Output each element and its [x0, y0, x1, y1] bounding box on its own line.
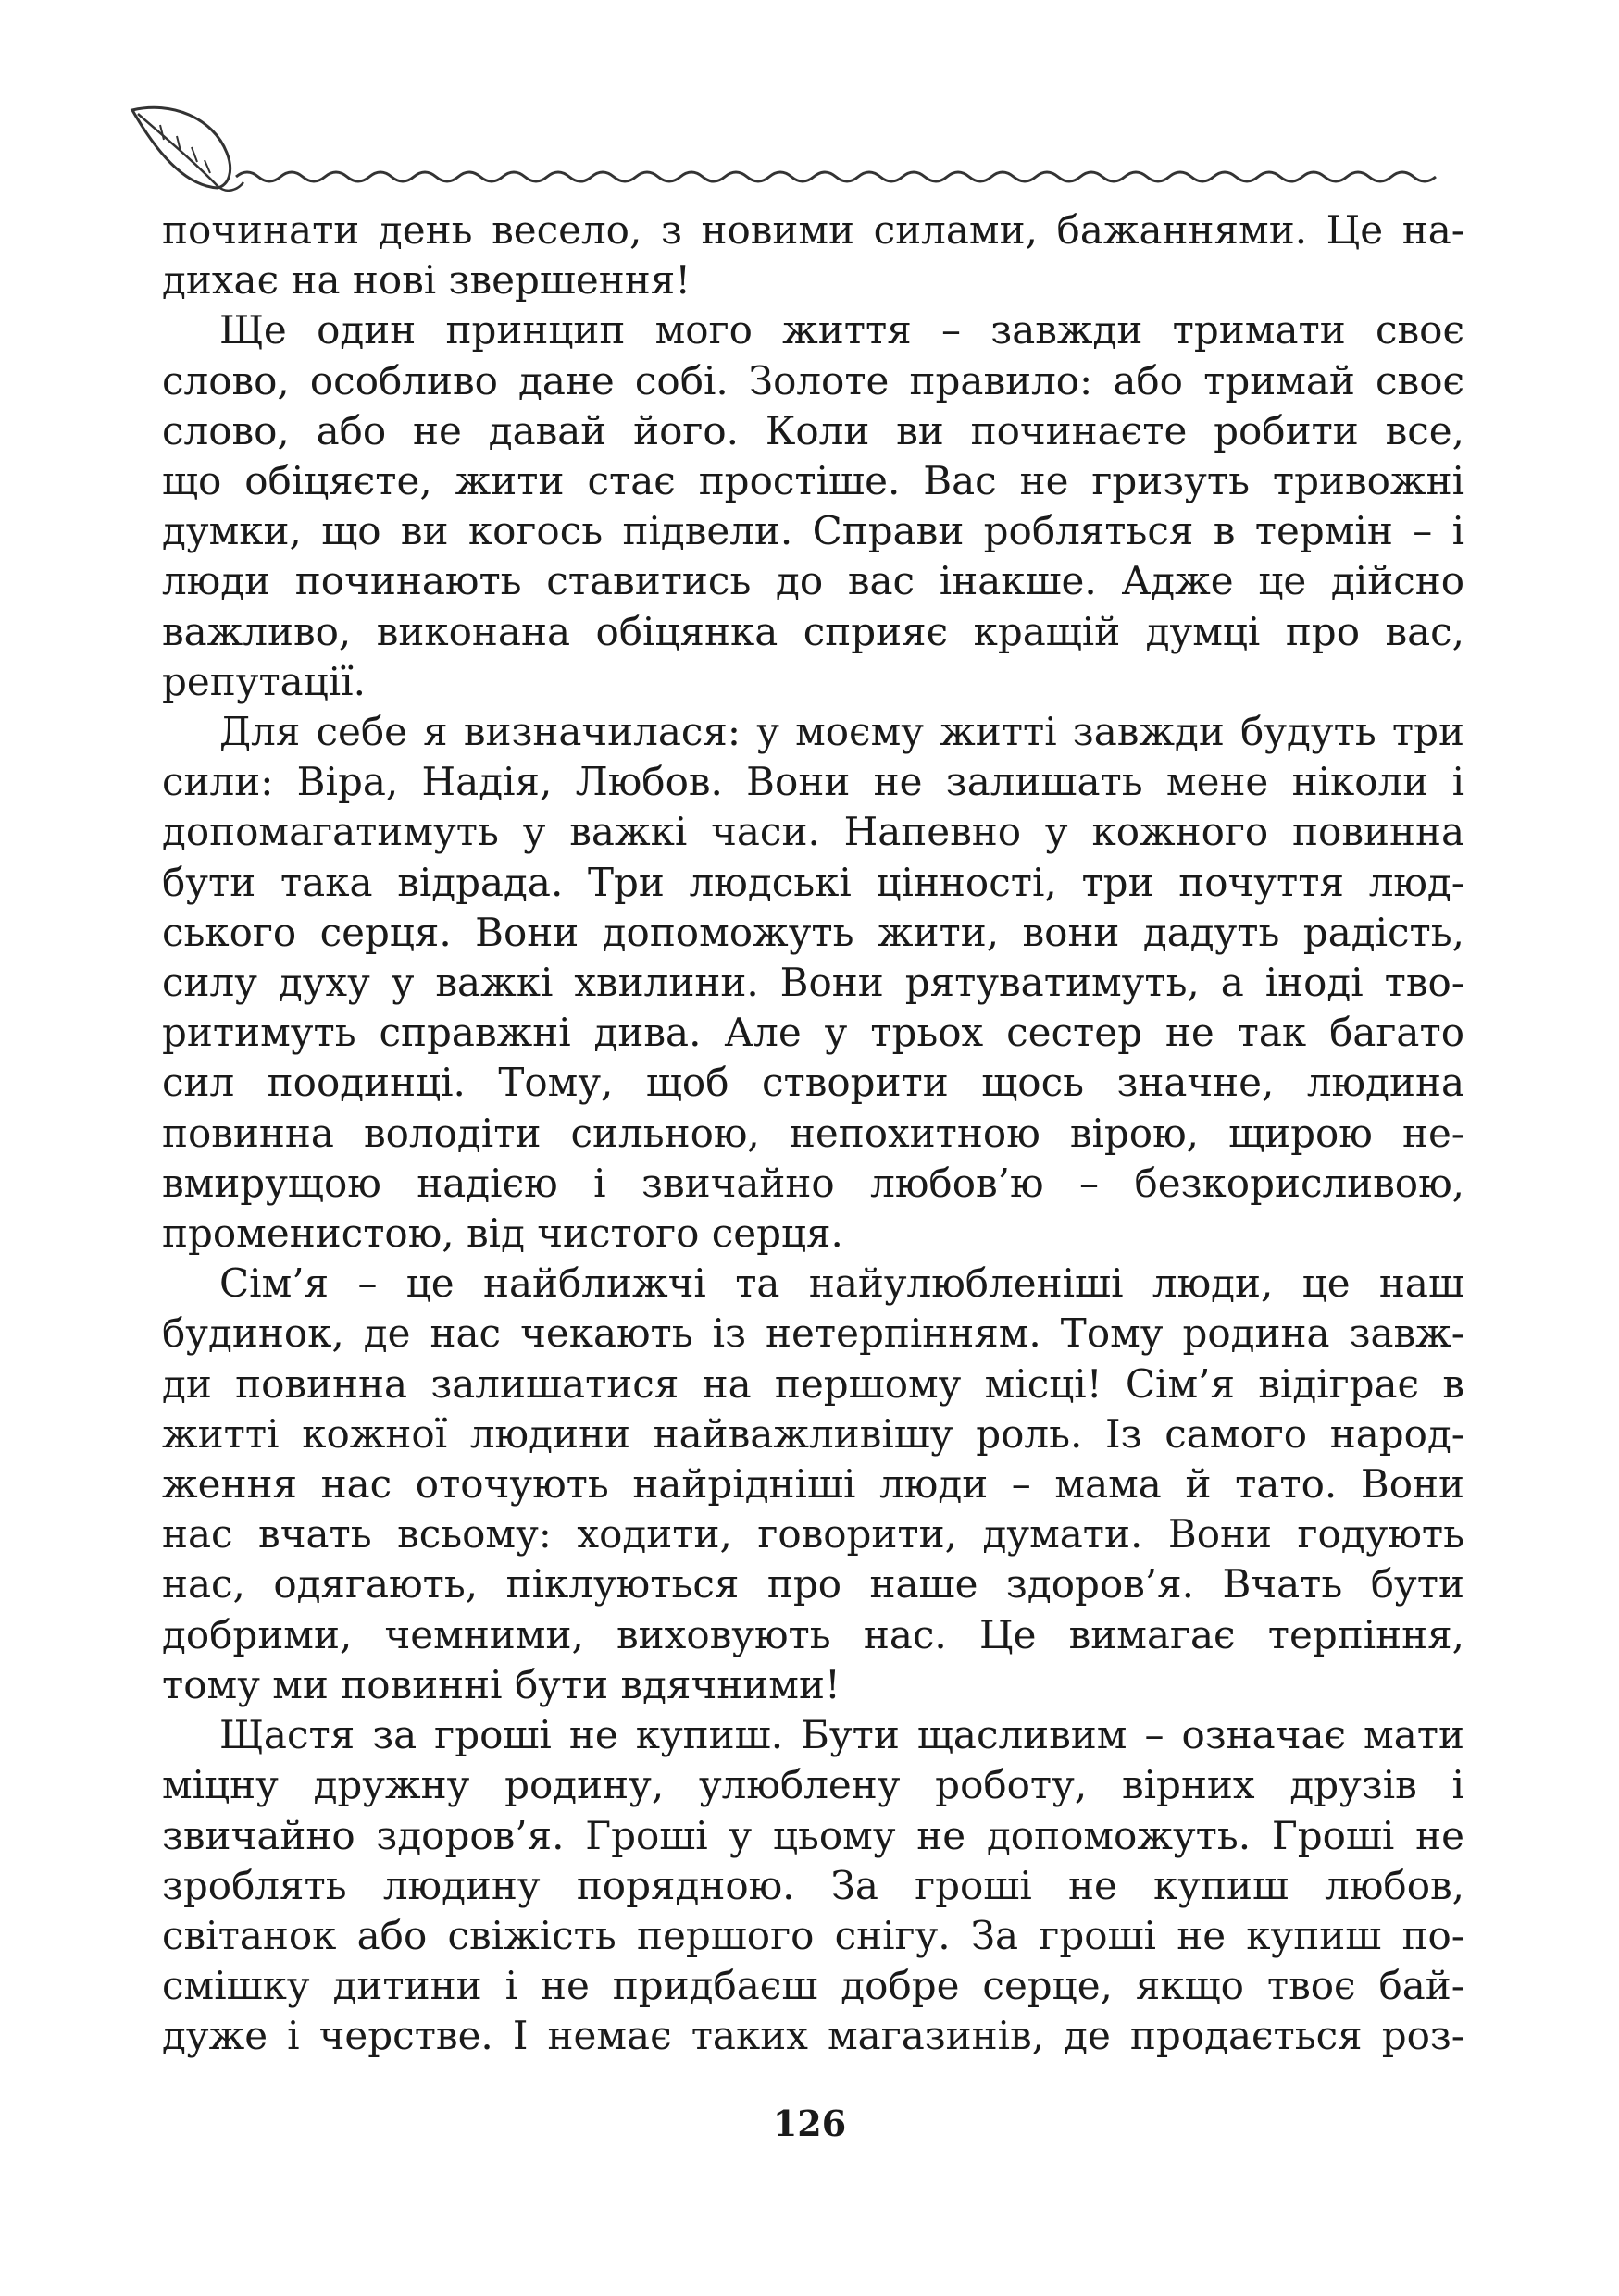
text-line: міцну дружну родину, улюблену роботу, вірних друзів і: [162, 1762, 1464, 1808]
text-line: смішку дитини і не придбаєш добре серце, якщо твоє бай-: [162, 1963, 1464, 2009]
text-line: вмирущою надією і звичайно любов’ю – безкорисливою,: [162, 1160, 1464, 1206]
text-line: люди починають ставитись до вас інакше. Адже це дійсно: [162, 558, 1464, 604]
text-line: світанок або свіжість першого снігу. За гроші не купиш по-: [162, 1912, 1464, 1958]
header-ornament: [125, 97, 1476, 199]
text-line: променистою, від чистого серця.: [162, 1210, 843, 1257]
text-line: репутації.: [162, 658, 366, 704]
paragraph-3: [162, 707, 1464, 1259]
text-line: силу духу у важкі хвилини. Вони рятуватимуть, а іноді тво-: [162, 960, 1464, 1006]
body-text: [162, 205, 1464, 2062]
text-line: ритимуть справжні дива. Але у трьох сестер не так багато: [162, 1010, 1464, 1056]
text-line: звичайно здоров’я. Гроші у цьому не допоможуть. Гроші не: [162, 1812, 1464, 1858]
text-line: нас вчать всьому: ходити, говорити, думати. Вони годують: [162, 1511, 1464, 1558]
page-number: 126: [772, 2103, 847, 2144]
leaf-icon: [132, 107, 243, 191]
text-line: дуже і черстве. І немає таких магазинів, де продається роз-: [162, 2013, 1464, 2059]
paragraph-2: [162, 305, 1464, 707]
text-line: важливо, виконана обіцянка сприяє кращій думці про вас,: [162, 608, 1464, 654]
text-line: слово, або не давай його. Коли ви починаєте робити все,: [162, 407, 1464, 453]
text-line: сил поодинці. Тому, щоб створити щось значне, людина: [162, 1060, 1464, 1106]
text-line: що обіцяєте, жити стає простіше. Вас не гризуть тривожні: [162, 458, 1464, 504]
text-line: житті кожної людини найважливішу роль. Із самого народ-: [162, 1410, 1464, 1457]
text-line: зроблять людину порядною. За гроші не купиш любов,: [162, 1862, 1464, 1908]
text-line: нас, одягають, піклуються про наше здоров’я. Вчать бути: [162, 1561, 1464, 1607]
text-line: слово, особливо дане собі. Золоте правило: або тримай своє: [162, 357, 1464, 403]
wavy-divider: [236, 172, 1436, 181]
text-line: повинна володіти сильною, непохитною вірою, щирою не-: [162, 1110, 1464, 1156]
paragraph-4: [162, 1259, 1464, 1710]
text-line: ди повинна залишатися на першому місці! Сім’я відіграє в: [162, 1360, 1464, 1407]
text-line: дихає на нові звершення!: [162, 257, 691, 304]
text-line: починати день весело, з новими силами, бажаннями. Це на-: [162, 207, 1464, 253]
text-line: Ще один принцип мого життя – завжди тримати своє: [219, 307, 1464, 354]
paragraph-5: [162, 1710, 1464, 2061]
text-line: Сім’я – це найближчі та найулюбленіші люди, це наш: [219, 1260, 1464, 1307]
text-line: добрими, чемними, виховують нас. Це вимагає терпіння,: [162, 1611, 1464, 1657]
text-line: будинок, де нас чекають із нетерпінням. Тому родина завж-: [162, 1310, 1464, 1357]
text-line: бути така відрада. Три людські цінності, три почуття люд-: [162, 859, 1464, 905]
text-line: ження нас оточують найрідніші люди – мама й тато. Вони: [162, 1461, 1464, 1508]
text-line: Для себе я визначилася: у моєму житті завжди будуть три: [219, 709, 1464, 755]
text-line: сили: Віра, Надія, Любов. Вони не залишать мене ніколи і: [162, 759, 1464, 805]
paragraph-1: [162, 205, 1464, 305]
text-line: допомагатимуть у важкі часи. Напевно у кожного повинна: [162, 809, 1464, 855]
text-line: Щастя за гроші не купиш. Бути щасливим – означає мати: [219, 1712, 1464, 1758]
text-line: ського серця. Вони допоможуть жити, вони дадуть радість,: [162, 909, 1464, 955]
text-line: тому ми повинні бути вдячними!: [162, 1661, 841, 1707]
text-line: думки, що ви когось підвели. Справи робляться в термін – і: [162, 508, 1464, 554]
